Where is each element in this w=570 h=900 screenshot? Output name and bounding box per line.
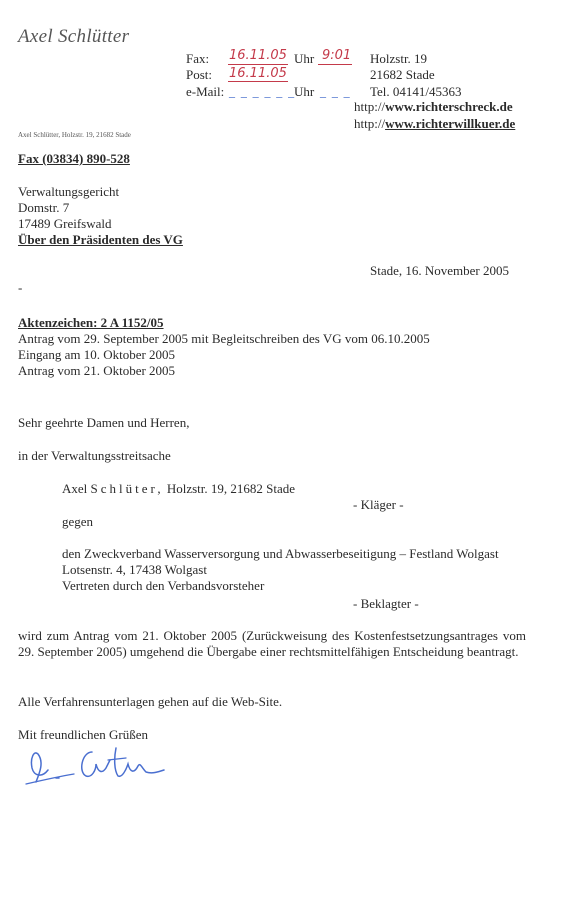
reference-line-3: Antrag vom 21. Oktober 2005 <box>18 363 176 378</box>
closing: Mit freundlichen Grüßen <box>18 727 148 742</box>
reference-line-2: Eingang am 10. Oktober 2005 <box>18 347 176 362</box>
defendant-line-1: den Zweckverband Wasserversorgung und Abwasserbeseitigung – Festland Wolgast <box>62 546 499 561</box>
minus-mark: - <box>18 280 23 295</box>
sender-street: Holzstr. 19 <box>370 51 428 66</box>
fax-date-underline <box>228 64 288 65</box>
against-word: gegen <box>62 514 94 529</box>
email-label: e-Mail: <box>186 84 225 99</box>
sender-tel: Tel. 04141/45363 <box>370 84 462 99</box>
website-link-2[interactable] <box>354 116 515 132</box>
fax-label: Fax: <box>186 51 210 66</box>
website-1-prefix: http:// <box>354 99 386 114</box>
website-link-1[interactable] <box>354 99 513 115</box>
plaintiff-address: Holzstr. 19, 21682 Stade <box>166 481 296 496</box>
salutation: Sehr geehrte Damen und Herren, <box>18 415 190 430</box>
plaintiff-role: - Kläger - <box>353 497 404 512</box>
aktenzeichen: Aktenzeichen: 2 A 1152/05 <box>18 315 164 330</box>
defendant-line-3: Vertreten durch den Verbandsvorsteher <box>62 578 265 593</box>
email-time-blank: _ _ _ <box>320 84 351 98</box>
fax-number-heading: Fax (03834) 890-528 <box>18 151 130 166</box>
body-paragraph-2: Alle Verfahrensunterlagen gehen auf die Web-Site. <box>18 694 283 709</box>
fax-uhr-label: Uhr <box>294 51 315 66</box>
plaintiff-surname: Schlüter, <box>90 481 164 496</box>
handwritten-signature <box>22 738 172 790</box>
defendant-line-2: Lotsenstr. 4, 17438 Wolgast <box>62 562 207 577</box>
recipient-line-2: Domstr. 7 <box>18 200 70 215</box>
website-2-prefix: http:// <box>354 116 386 131</box>
email-uhr-label: Uhr <box>294 84 315 99</box>
recipient-line-3: 17489 Greifswald <box>18 216 112 231</box>
intro-line: in der Verwaltungsstreitsache <box>18 448 171 463</box>
plaintiff-line <box>62 481 295 497</box>
sender-city: 21682 Stade <box>370 67 435 82</box>
recipient-line-1: Verwaltungsgericht <box>18 184 120 199</box>
fax-time-underline <box>318 64 352 65</box>
website-1-host: www.richterschreck.de <box>385 99 513 114</box>
post-date-handwritten: 16.11.05 <box>229 66 287 81</box>
sender-logo-name: Axel Schlütter <box>18 26 130 47</box>
recipient-line-4: Über den Präsidenten des VG <box>18 232 183 247</box>
fax-time-handwritten: 9:01 <box>322 48 352 63</box>
defendant-role: - Beklagter - <box>353 596 419 611</box>
return-address: Axel Schlütter, Holzstr. 19, 21682 Stade <box>18 131 131 139</box>
body-paragraph-1: wird zum Antrag vom 21. Oktober 2005 (Zurückweisung des Kostenfestsetzungsantrages vom 29. September 2005) umgehend die Übergabe einer rechtsmittelfähigen Entscheidung beantragt. <box>18 628 526 659</box>
fax-date-handwritten: 16.11.05 <box>229 48 287 63</box>
date-line: Stade, 16. November 2005 <box>370 263 510 278</box>
email-date-blank: _ _ _ _ _ _ <box>229 84 296 98</box>
post-date-underline <box>228 81 288 82</box>
plaintiff-first-name: Axel <box>62 481 88 496</box>
reference-line-1: Antrag vom 29. September 2005 mit Begleitschreiben des VG vom 06.10.2005 <box>18 331 430 346</box>
post-label: Post: <box>186 67 213 82</box>
website-2-host: www.richterwillkuer.de <box>385 116 516 131</box>
